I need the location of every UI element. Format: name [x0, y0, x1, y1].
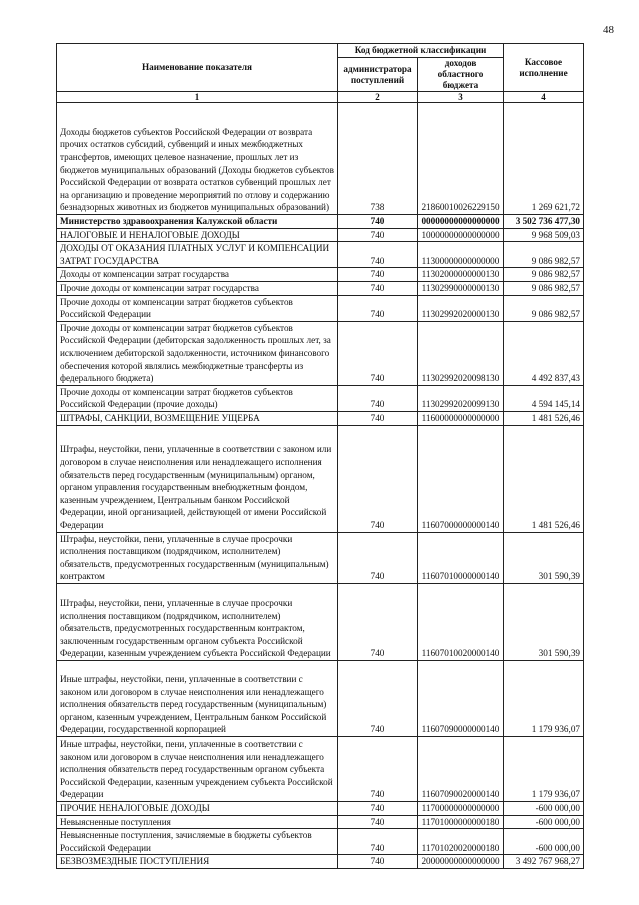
row-exec-value: 9 086 982,57: [504, 295, 584, 321]
table-row: [57, 411, 584, 425]
row-exec-value: -600 000,00: [504, 801, 584, 815]
row-name: Прочие доходы от компенсации затрат бюджетов субъектов Российской Федерации (дебиторская задолженность прошлых лет, за исключением дебиторской задолженности, источником финансового обеспечения которой являлись межбюджетные трансферты из федерального бюджета): [57, 321, 338, 385]
row-name: Штрафы, неустойки, пени, уплаченные в случае просрочки исполнения поставщиком (подрядчиком, исполнителем) обязательств, предусмотренных государственным контрактом, заключенным государственным органом субъекта Российской Федерации, казенным учреждением субъекта Российской Федерации: [57, 583, 338, 660]
row-income-code: 00000000000000000: [418, 215, 504, 229]
row-admin-code: 740: [338, 295, 418, 321]
table-row: [57, 660, 584, 736]
row-name: Доходы от компенсации затрат государства: [57, 268, 338, 282]
table-row: [57, 583, 584, 660]
table-row: [57, 242, 584, 268]
row-admin-code: 740: [338, 281, 418, 295]
row-admin-code: 740: [338, 425, 418, 532]
row-exec-value: 9 086 982,57: [504, 268, 584, 282]
row-admin-code: 740: [338, 411, 418, 425]
row-exec-value: 301 590,39: [504, 532, 584, 583]
table-row: [57, 215, 584, 229]
row-income-code: 11607090020000140: [418, 736, 504, 801]
row-admin-code: 738: [338, 103, 418, 215]
row-admin-code: 740: [338, 242, 418, 268]
row-income-code: 20000000000000000: [418, 855, 504, 869]
table-row: [57, 425, 584, 532]
row-name: Штрафы, неустойки, пени, уплаченные в случае просрочки исполнения поставщиком (подрядчиком, исполнителем) обязательств, предусмотренных государственным (муниципальным) контрактом: [57, 532, 338, 583]
row-income-code: 11700000000000000: [418, 801, 504, 815]
row-income-code: 11701000000000180: [418, 815, 504, 829]
page-number: 48: [603, 24, 614, 36]
report-body: [57, 103, 584, 869]
row-admin-code: 740: [338, 385, 418, 411]
table-row: [57, 815, 584, 829]
row-income-code: 11600000000000000: [418, 411, 504, 425]
index-cell-3: 3: [418, 92, 504, 103]
row-exec-value: 1 269 621,72: [504, 103, 584, 215]
row-income-code: 11701020020000180: [418, 829, 504, 855]
row-name: Прочие доходы от компенсации затрат бюджетов субъектов Российской Федерации: [57, 295, 338, 321]
row-income-code: 11607010020000140: [418, 583, 504, 660]
row-name: Иные штрафы, неустойки, пени, уплаченные в соответствии с законом или договором в случае неисполнения или ненадлежащего исполнения обязательств перед государственным органом субъекта Российской Федерации, казенным учреждением субъекта Российской Федерации: [57, 736, 338, 801]
table-row: [57, 295, 584, 321]
row-income-code: 10000000000000000: [418, 228, 504, 242]
row-admin-code: 740: [338, 583, 418, 660]
row-exec-value: 3 492 767 968,27: [504, 855, 584, 869]
row-exec-value: 301 590,39: [504, 583, 584, 660]
row-admin-code: 740: [338, 815, 418, 829]
row-name: НАЛОГОВЫЕ И НЕНАЛОГОВЫЕ ДОХОДЫ: [57, 228, 338, 242]
row-name: Невыясненные поступления, зачисляемые в бюджеты субъектов Российской Федерации: [57, 829, 338, 855]
row-admin-code: 740: [338, 829, 418, 855]
header-admin: администратора поступлений: [338, 58, 418, 92]
table-row: [57, 281, 584, 295]
row-name: Штрафы, неустойки, пени, уплаченные в соответствии с законом или договором в случае неисполнения или ненадлежащего исполнения обязательств перед государственным (муниципальным) органом, органом управления государственным внебюджетным фондом, казенным учреждением, Центральным банком Российской Федерации, иной организацией, действующей от имени Российской Федерации: [57, 425, 338, 532]
row-admin-code: 740: [338, 801, 418, 815]
table-row: [57, 321, 584, 385]
row-name: Министерство здравоохранения Калужской области: [57, 215, 338, 229]
row-name: ДОХОДЫ ОТ ОКАЗАНИЯ ПЛАТНЫХ УСЛУГ И КОМПЕНСАЦИИ ЗАТРАТ ГОСУДАРСТВА: [57, 242, 338, 268]
table-row: [57, 385, 584, 411]
table-row: [57, 829, 584, 855]
row-name: Доходы бюджетов субъектов Российской Федерации от возврата прочих остатков субсидий, субвенций и иных межбюджетных трансфертов, имеющих целевое назначение, прошлых лет из бюджетов муниципальных образований (Доходы бюджетов субъектов Российской Федерации от возврата остатков субвенций прошлых лет на организацию и проведение мероприятий по отлову и содержанию безнадзорных животных из бюджетов муниципальных образований): [57, 103, 338, 215]
row-admin-code: 740: [338, 660, 418, 736]
row-admin-code: 740: [338, 321, 418, 385]
header-budget-code-group: Код бюджетной классификации: [338, 44, 504, 58]
row-name: Иные штрафы, неустойки, пени, уплаченные в соответствии с законом или договором в случае неисполнения или ненадлежащего исполнения обязательств перед государственным (муниципальным) органом, казенным учреждением, Центральным банком Российской Федерации, государственной корпорацией: [57, 660, 338, 736]
table-row: [57, 801, 584, 815]
row-income-code: 11607010000000140: [418, 532, 504, 583]
row-name: Прочие доходы от компенсации затрат бюджетов субъектов Российской Федерации (прочие доходы): [57, 385, 338, 411]
row-admin-code: 740: [338, 268, 418, 282]
row-income-code: 11607000000000140: [418, 425, 504, 532]
row-admin-code: 740: [338, 228, 418, 242]
row-name: Невыясненные поступления: [57, 815, 338, 829]
row-exec-value: 1 481 526,46: [504, 425, 584, 532]
row-exec-value: 4 492 837,43: [504, 321, 584, 385]
row-name: Прочие доходы от компенсации затрат государства: [57, 281, 338, 295]
table-row: [57, 268, 584, 282]
row-income-code: 11302990000000130: [418, 281, 504, 295]
row-exec-value: 9 968 509,03: [504, 228, 584, 242]
budget-report-table: [56, 43, 584, 869]
header-exec: Кассовое исполнение: [504, 44, 584, 92]
row-exec-value: -600 000,00: [504, 829, 584, 855]
table-row: [57, 228, 584, 242]
row-name: ШТРАФЫ, САНКЦИИ, ВОЗМЕЩЕНИЕ УЩЕРБА: [57, 411, 338, 425]
row-exec-value: 1 481 526,46: [504, 411, 584, 425]
row-exec-value: 9 086 982,57: [504, 281, 584, 295]
table-row: [57, 855, 584, 869]
table-row: [57, 532, 584, 583]
row-income-code: 21860010026229150: [418, 103, 504, 215]
header-income: доходов областного бюджета: [418, 58, 504, 92]
row-income-code: 11300000000000000: [418, 242, 504, 268]
row-exec-value: 1 179 936,07: [504, 660, 584, 736]
index-cell-1: 1: [57, 92, 338, 103]
row-exec-value: 9 086 982,57: [504, 242, 584, 268]
row-admin-code: 740: [338, 855, 418, 869]
row-exec-value: -600 000,00: [504, 815, 584, 829]
row-admin-code: 740: [338, 532, 418, 583]
row-income-code: 11302992020099130: [418, 385, 504, 411]
table-row: [57, 103, 584, 215]
index-cell-2: 2: [338, 92, 418, 103]
row-exec-value: 3 502 736 477,30: [504, 215, 584, 229]
row-exec-value: 1 179 936,07: [504, 736, 584, 801]
row-income-code: 11302992020098130: [418, 321, 504, 385]
row-income-code: 11302000000000130: [418, 268, 504, 282]
row-name: БЕЗВОЗМЕЗДНЫЕ ПОСТУПЛЕНИЯ: [57, 855, 338, 869]
row-admin-code: 740: [338, 215, 418, 229]
index-cell-4: 4: [504, 92, 584, 103]
row-exec-value: 4 594 145,14: [504, 385, 584, 411]
header-name: Наименование показателя: [57, 44, 338, 92]
row-name: ПРОЧИЕ НЕНАЛОГОВЫЕ ДОХОДЫ: [57, 801, 338, 815]
row-income-code: 11302992020000130: [418, 295, 504, 321]
row-admin-code: 740: [338, 736, 418, 801]
table-row: [57, 736, 584, 801]
row-income-code: 11607090000000140: [418, 660, 504, 736]
